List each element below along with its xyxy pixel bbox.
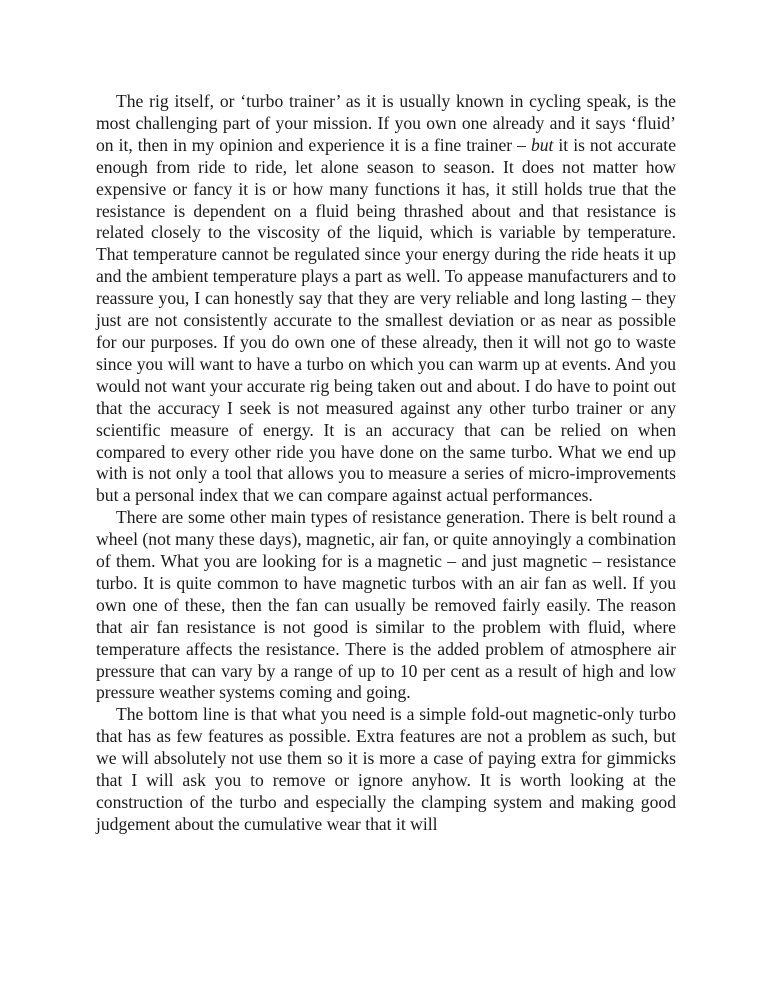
paragraph-1-text-start: The rig itself, or ‘turbo trainer’ as it is usually known in cycling speak, is the most challenging part of your mission. If you own one already and it says ‘fluid’ on it, then in my opinion and experience it is a fine trainer – <box>96 91 676 155</box>
page-body <box>96 91 676 836</box>
paragraph-1-emphasis: but <box>530 134 554 155</box>
paragraph-1-text-end: it is not accurate enough from ride to ride, let alone season to season. It does not matter how expensive or fancy it is or how many functions it has, it still holds true that the resistance is dependent on a fluid being thrashed about and that resistance is related closely to the viscosity of the liquid, which is variable by temperature. That temperature cannot be regulated since your energy during the ride heats it up and the ambient temperature plays a part as well. To appease manufacturers and to reassure you, I can honestly say that they are very reliable and long lasting – they just are not consistently accurate to the smallest deviation or as near as possible for our purposes. If you do own one of these already, then it will not go to waste since you will want to have a turbo on which you can warm up at events. And you would not want your accurate rig being taken out and about. I do have to point out that the accuracy I seek is not measured against any other turbo trainer or any scientific measure of energy. It is an accuracy that can be relied on when compared to every other ride you have done on the same turbo. What we end up with is not only a tool that allows you to measure a series of micro-improvements but a personal index that we can compare against actual performances. <box>96 134 676 506</box>
paragraph-bottom-line: The bottom line is that what you need is a simple fold-out magnetic-only turbo that has as few features as possible. Extra features are not a problem as such, but we will absolutely not use them so it is more a case of paying extra for gimmicks that I will ask you to remove or ignore anyhow. It is worth looking at the construction of the turbo and especially the clamping system and making good judgement about the cumulative wear that it will <box>96 704 676 834</box>
paragraph-resistance-types: There are some other main types of resistance generation. There is belt round a wheel (not many these days), magnetic, air fan, or quite annoyingly a combination of them. What you are looking for is a magnetic – and just magnetic – resistance turbo. It is quite common to have magnetic turbos with an air fan as well. If you own one of these, then the fan can usually be removed fairly easily. The reason that air fan resistance is not good is similar to the problem with fluid, where temperature affects the resistance. There is the added problem of atmosphere air pressure that can vary by a range of up to 10 per cent as a result of high and low pressure weather systems coming and going. <box>96 507 676 703</box>
paragraph-turbo-trainer <box>96 91 676 507</box>
